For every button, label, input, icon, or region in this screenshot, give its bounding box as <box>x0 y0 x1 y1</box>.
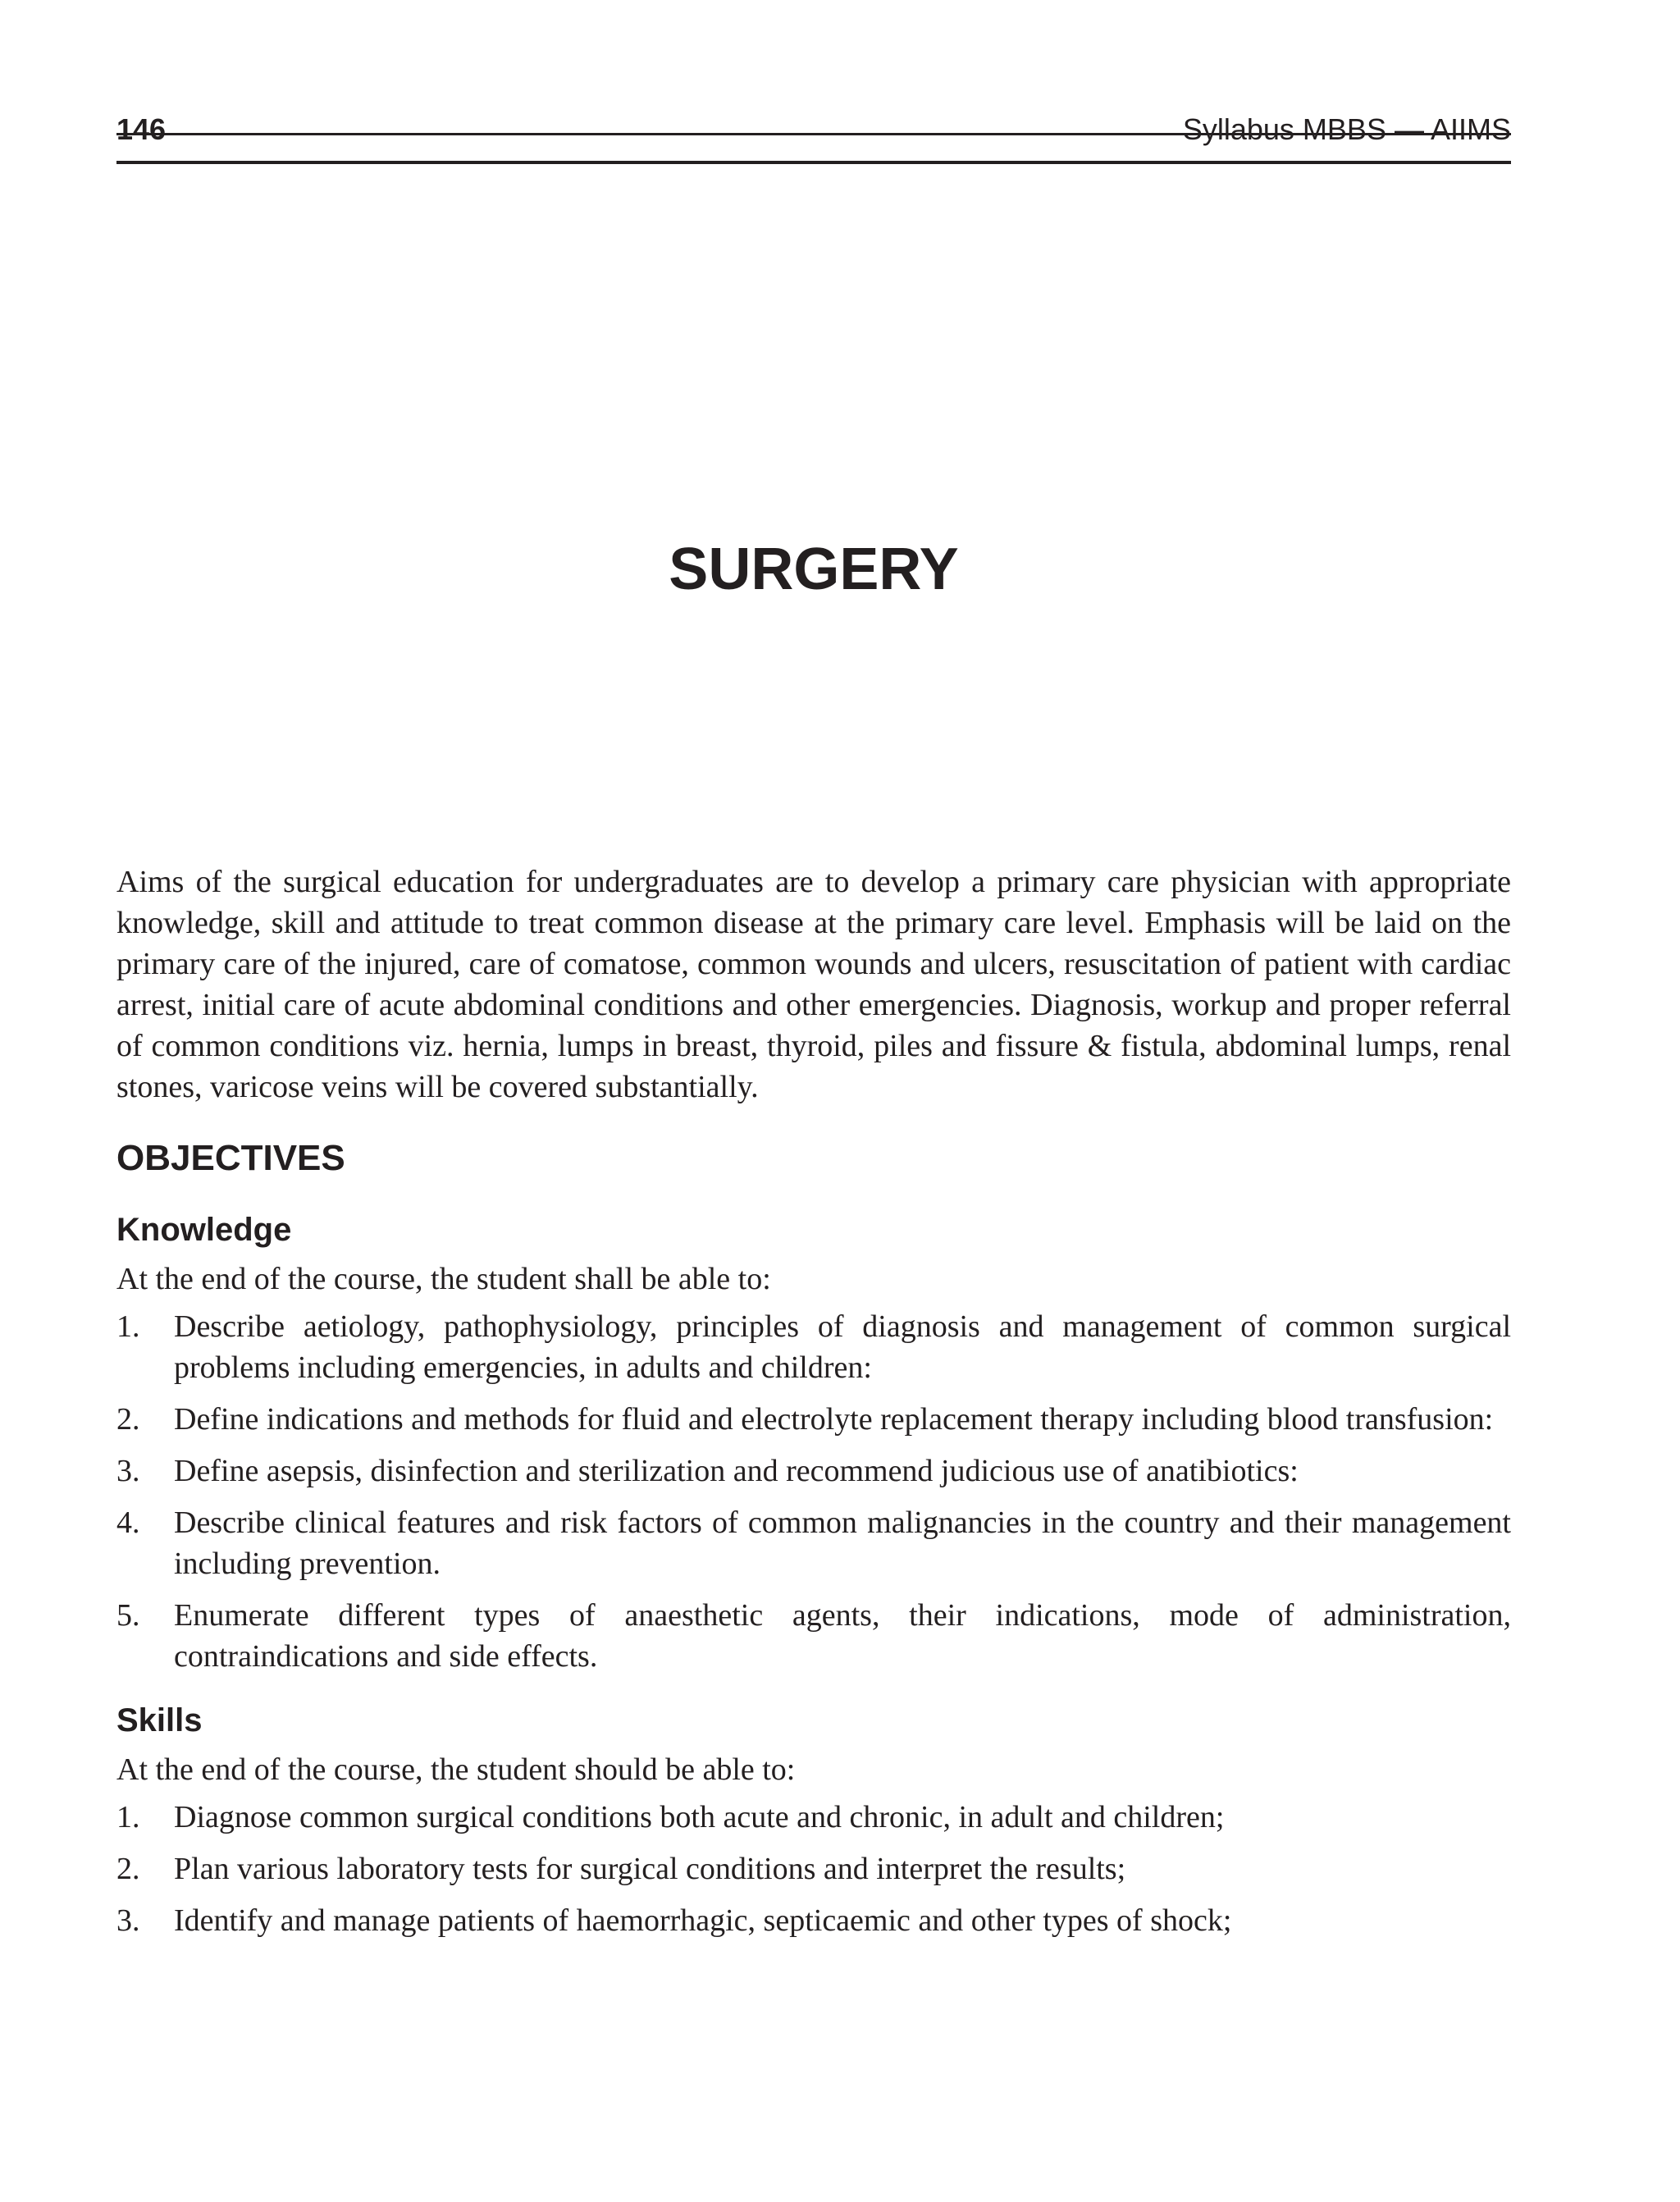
list-item-text: Plan various laboratory tests for surgical conditions and interpret the results; <box>174 1852 1126 1886</box>
skills-list <box>116 1797 1511 1941</box>
list-item-text: Diagnose common surgical conditions both acute and chronic, in adult and children; <box>174 1800 1225 1834</box>
page-number: 146 <box>116 112 167 146</box>
list-item-number: 2. <box>116 1852 140 1886</box>
list-item-text: Define asepsis, disinfection and sterilization and recommend judicious use of anatibiotics: <box>174 1454 1299 1488</box>
objectives-heading: OBJECTIVES <box>116 1138 345 1178</box>
list-item-text: Enumerate different types of anaesthetic agents, their indications, mode of administration, contraindications and side effects. <box>174 1598 1511 1674</box>
list-item-text: Describe clinical features and risk factors of common malignancies in the country and their management including prevention. <box>174 1505 1511 1581</box>
list-item <box>116 1450 1511 1492</box>
list-item <box>116 1306 1511 1388</box>
skills-heading: Skills <box>116 1702 203 1738</box>
header-rule-strike <box>116 133 1511 135</box>
list-item <box>116 1797 1511 1838</box>
list-item <box>116 1595 1511 1677</box>
knowledge-heading: Knowledge <box>116 1212 292 1248</box>
chapter-title: SURGERY <box>669 537 959 602</box>
list-item <box>116 1502 1511 1584</box>
list-item-number: 3. <box>116 1454 140 1488</box>
list-item <box>116 1900 1511 1941</box>
list-item <box>116 1848 1511 1889</box>
list-item-number: 4. <box>116 1505 140 1540</box>
main-content <box>116 861 1511 1952</box>
page-header <box>116 112 1511 164</box>
header-rule <box>116 161 1511 164</box>
skills-lead-in: At the end of the course, the student should be able to: <box>116 1752 796 1787</box>
intro-paragraph: Aims of the surgical education for undergraduates are to develop a primary care physician with appropriate knowledge, skill and attitude to treat common disease at the primary care level. Emphasis will be laid on the primary care of the injured, care of comatose, common wounds and ulcers, resuscitation of patient with cardiac arrest, initial care of acute abdominal conditions and other emergencies. Diagnosis, workup and proper referral of common conditions viz. hernia, lumps in breast, thyroid, piles and fissure & fistula, abdominal lumps, renal stones, varicose veins will be covered substantially. <box>116 865 1511 1104</box>
list-item-number: 2. <box>116 1402 140 1437</box>
list-item-number: 5. <box>116 1598 140 1633</box>
list-item-number: 1. <box>116 1309 140 1344</box>
list-item <box>116 1399 1511 1440</box>
list-item-text: Describe aetiology, pathophysiology, principles of diagnosis and management of common surgical problems including emergencies, in adults and children: <box>174 1309 1511 1385</box>
knowledge-list <box>116 1306 1511 1677</box>
list-item-text: Identify and manage patients of haemorrhagic, septicaemic and other types of shock; <box>174 1903 1232 1938</box>
knowledge-lead-in: At the end of the course, the student shall be able to: <box>116 1262 771 1296</box>
list-item-number: 1. <box>116 1800 140 1834</box>
list-item-text: Define indications and methods for fluid and electrolyte replacement therapy including blood transfusion: <box>174 1402 1494 1437</box>
list-item-number: 3. <box>116 1903 140 1938</box>
running-title: Syllabus MBBS — AIIMS <box>1182 112 1511 146</box>
